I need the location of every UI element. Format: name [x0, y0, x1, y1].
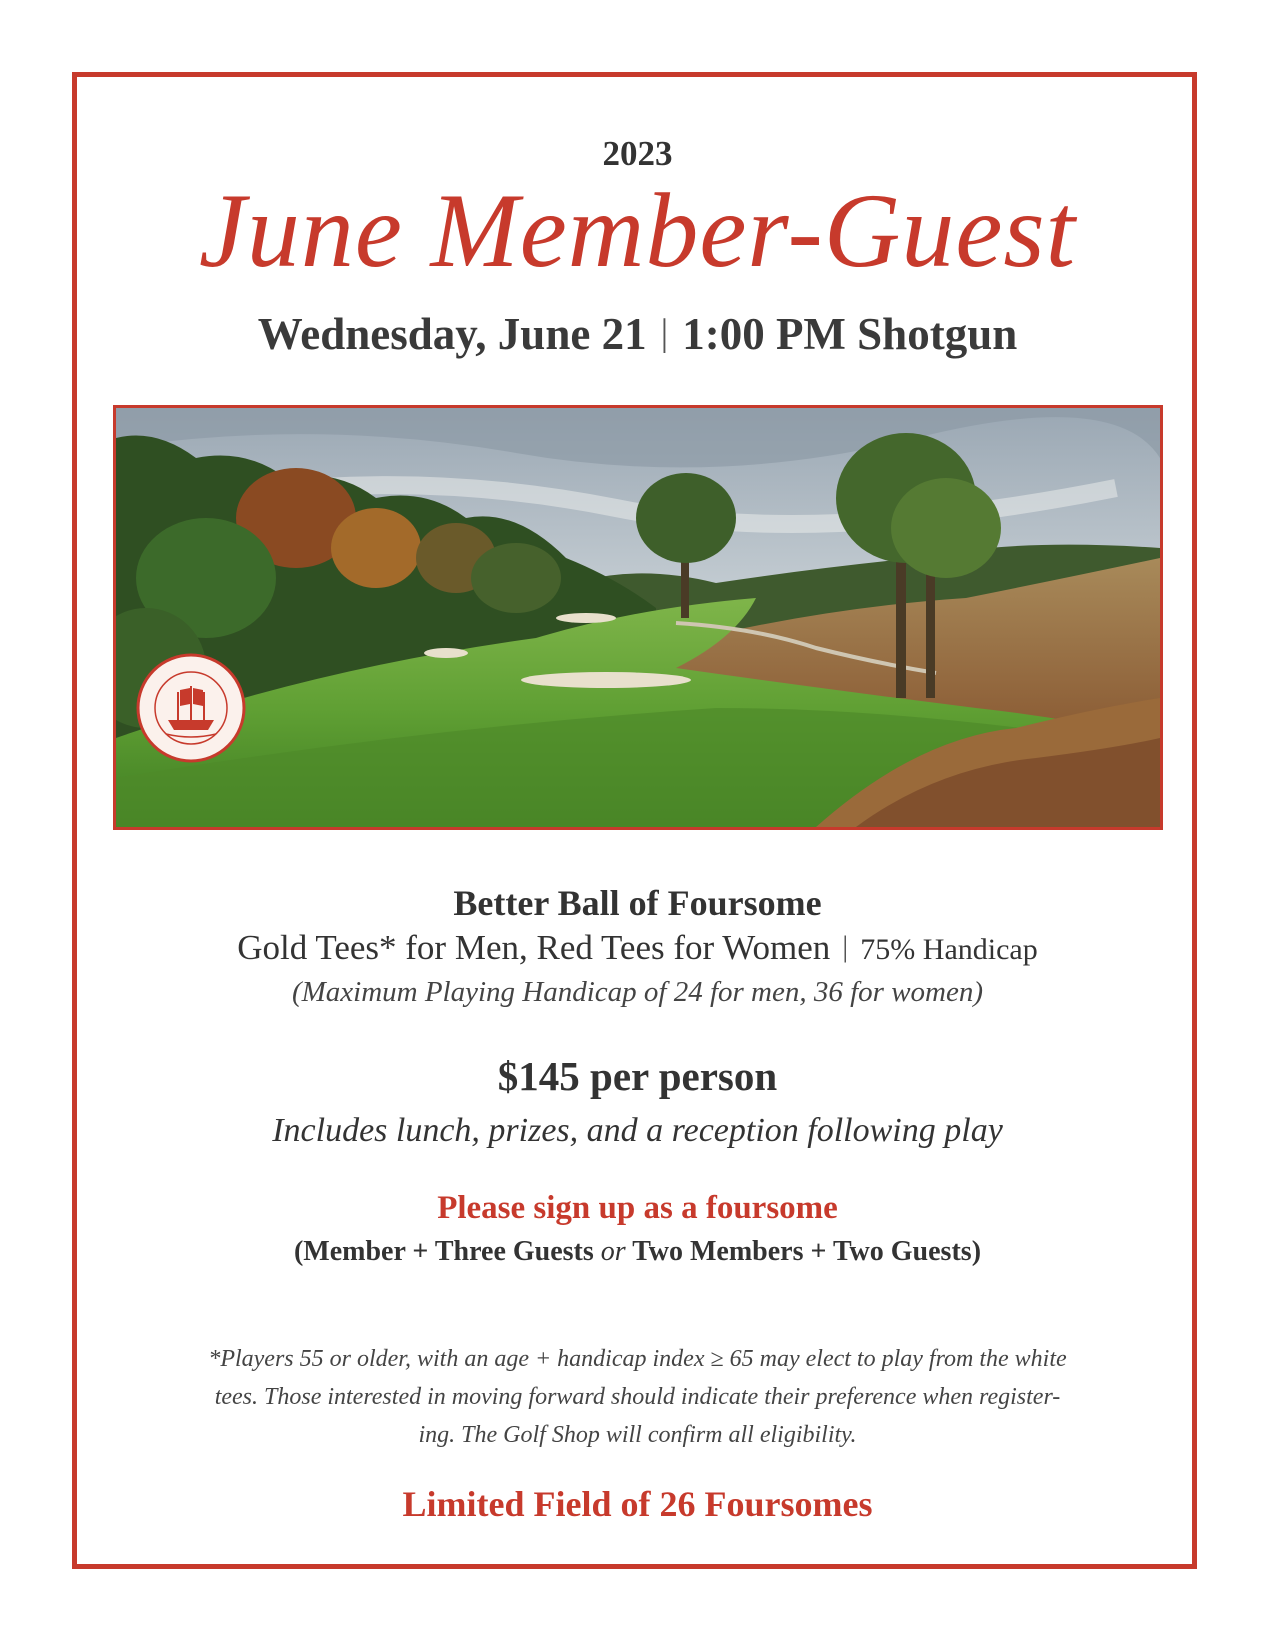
- event-date-line: [0, 308, 1275, 360]
- price: $145 per person: [497, 1053, 778, 1099]
- format-tees-line: [0, 928, 1275, 968]
- signup-headline: Please sign up as a foursome: [437, 1190, 838, 1226]
- event-date: Wednesday, June 21: [257, 309, 647, 359]
- eligibility-footnote: [120, 1340, 1155, 1454]
- footnote-line-2: tees. Those interested in moving forward should indicate their preference when register-: [214, 1384, 1061, 1410]
- event-start: 1:00 PM Shotgun: [682, 309, 1018, 359]
- open-paren: (: [293, 1236, 304, 1267]
- signup-option-b: Two Members + Two Guests: [632, 1236, 972, 1267]
- signup-or: or: [600, 1236, 626, 1267]
- footnote-line-1: *Players 55 or older, with an age + handicap index ≥ 65 may elect to play from the white: [208, 1346, 1067, 1372]
- price-includes: Includes lunch, prizes, and a reception following play: [272, 1112, 1003, 1149]
- format-title: Better Ball of Foursome: [453, 883, 822, 923]
- footnote-line-3: ing. The Golf Shop will confirm all eligibility.: [418, 1422, 857, 1448]
- golf-course-photo: [113, 405, 1163, 830]
- max-handicap: (Maximum Playing Handicap of 24 for men, 36 for women): [291, 976, 984, 1008]
- signup-option-a: Member + Three Guests: [303, 1236, 594, 1267]
- limited-field: Limited Field of 26 Foursomes: [402, 1484, 873, 1524]
- tees-text: Gold Tees* for Men, Red Tees for Women: [237, 928, 831, 967]
- handicap-text: 75% Handicap: [860, 933, 1038, 966]
- date-separator: |: [660, 312, 669, 354]
- event-year: 2023: [602, 134, 673, 173]
- tees-separator: |: [842, 930, 849, 963]
- event-title: June Member-Guest: [198, 172, 1077, 289]
- signup-options: [0, 1236, 1275, 1268]
- close-paren: ): [971, 1236, 982, 1267]
- club-seal-icon: [138, 655, 244, 761]
